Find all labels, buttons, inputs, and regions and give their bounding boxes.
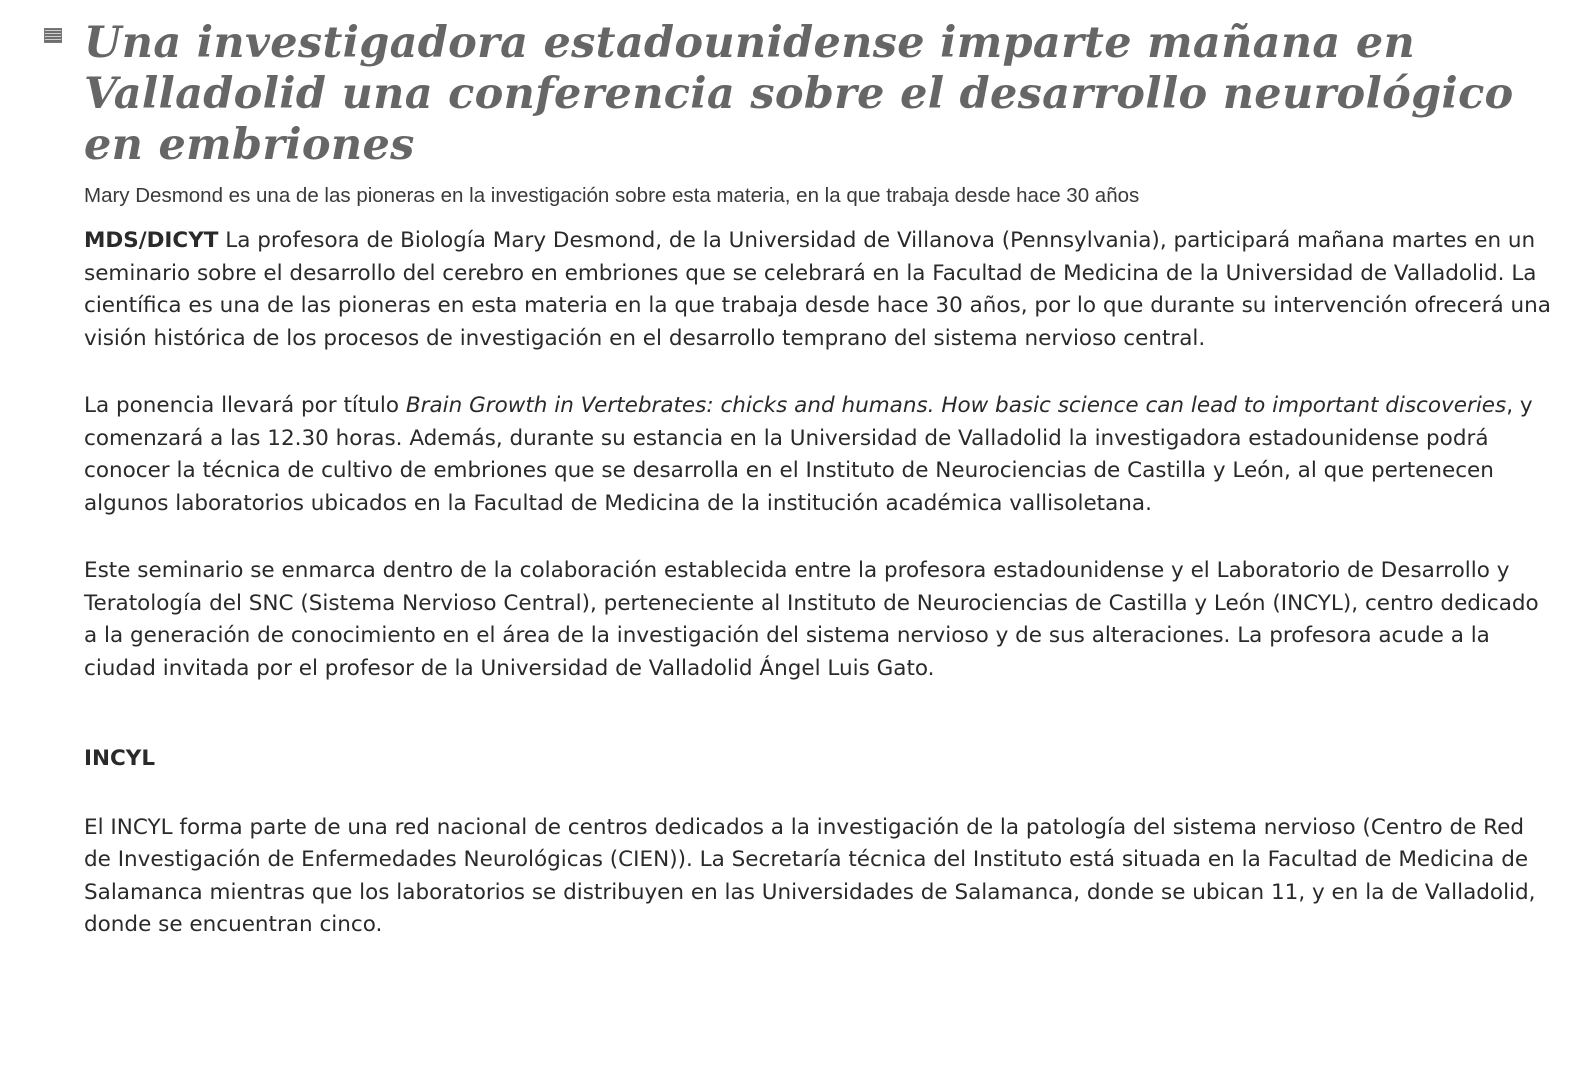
paragraph-4: El INCYL forma parte de una red nacional de centros dedicados a la investigación de la patología del sistema nervioso (Centro de Red de Investigación de Enfermedades Neurológicas (CIEN)). La Secretaría técnica del Instituto está situada en la Facultad de Medicina de Salamanca mientras que los laboratorios se distribuyen en las Universidades de Salamanca, donde se ubican 11, y en la de Valladolid, donde se encuentran cinco. bbox=[84, 814, 1536, 937]
article-body bbox=[84, 225, 1554, 942]
section-heading-incyl: INCYL bbox=[84, 746, 156, 771]
paragraph-2-intro: La ponencia llevará por título bbox=[84, 393, 406, 418]
article-headline: Una investigadora estadounidense imparte mañana en Valladolid una conferencia sobre el desarrollo neurológico en embriones bbox=[84, 18, 1514, 170]
dateline: MDS/DICYT bbox=[84, 228, 219, 253]
article-subtitle: Mary Desmond es una de las pioneras en la investigación sobre esta materia, en la que trabaja desde hace 30 años bbox=[84, 184, 1140, 207]
news-article bbox=[84, 18, 1554, 942]
paragraph-2 bbox=[84, 390, 1554, 520]
paragraph-1-text: La profesora de Biología Mary Desmond, de la Universidad de Villanova (Pennsylvania), participará mañana martes en un seminario sobre el desarrollo del cerebro en embriones que se celebrará en la Facultad de Medicina de la Universidad de Valladolid. La científica es una de las pioneras en esta materia en la que trabaja desde hace 30 años, por lo que durante su intervención ofrecerá una visión histórica de los procesos de investigación en el desarrollo temprano del sistema nervioso central. bbox=[84, 228, 1551, 351]
list-bullet-icon bbox=[44, 28, 62, 43]
paragraph-3: Este seminario se enmarca dentro de la colaboración establecida entre la profesora estadounidense y el Laboratorio de Desarrollo y Teratología del SNC (Sistema Nervioso Central), perteneciente al Instituto de Neurociencias de Castilla y León (INCYL), centro dedicado a la generación de conocimiento en el área de la investigación del sistema nervioso y de sus alteraciones. La profesora acude a la ciudad invitada por el profesor de la Universidad de Valladolid Ángel Luis Gato. bbox=[84, 558, 1539, 681]
paragraph-1 bbox=[84, 225, 1554, 355]
talk-title: Brain Growth in Vertebrates: chicks and humans. How basic science can lead to important discoveries bbox=[405, 393, 1507, 418]
paragraph-2-rest: , y comenzará a las 12.30 horas. Además, durante su estancia en la Universidad de Valladolid la investigadora estadounidense podrá conocer la técnica de cultivo de embriones que se desarrolla en el Instituto de Neurociencias de Castilla y León, al que pertenecen algunos laboratorios ubicados en la Facultad de Medicina de la institución académica vallisoletana. bbox=[84, 393, 1533, 516]
